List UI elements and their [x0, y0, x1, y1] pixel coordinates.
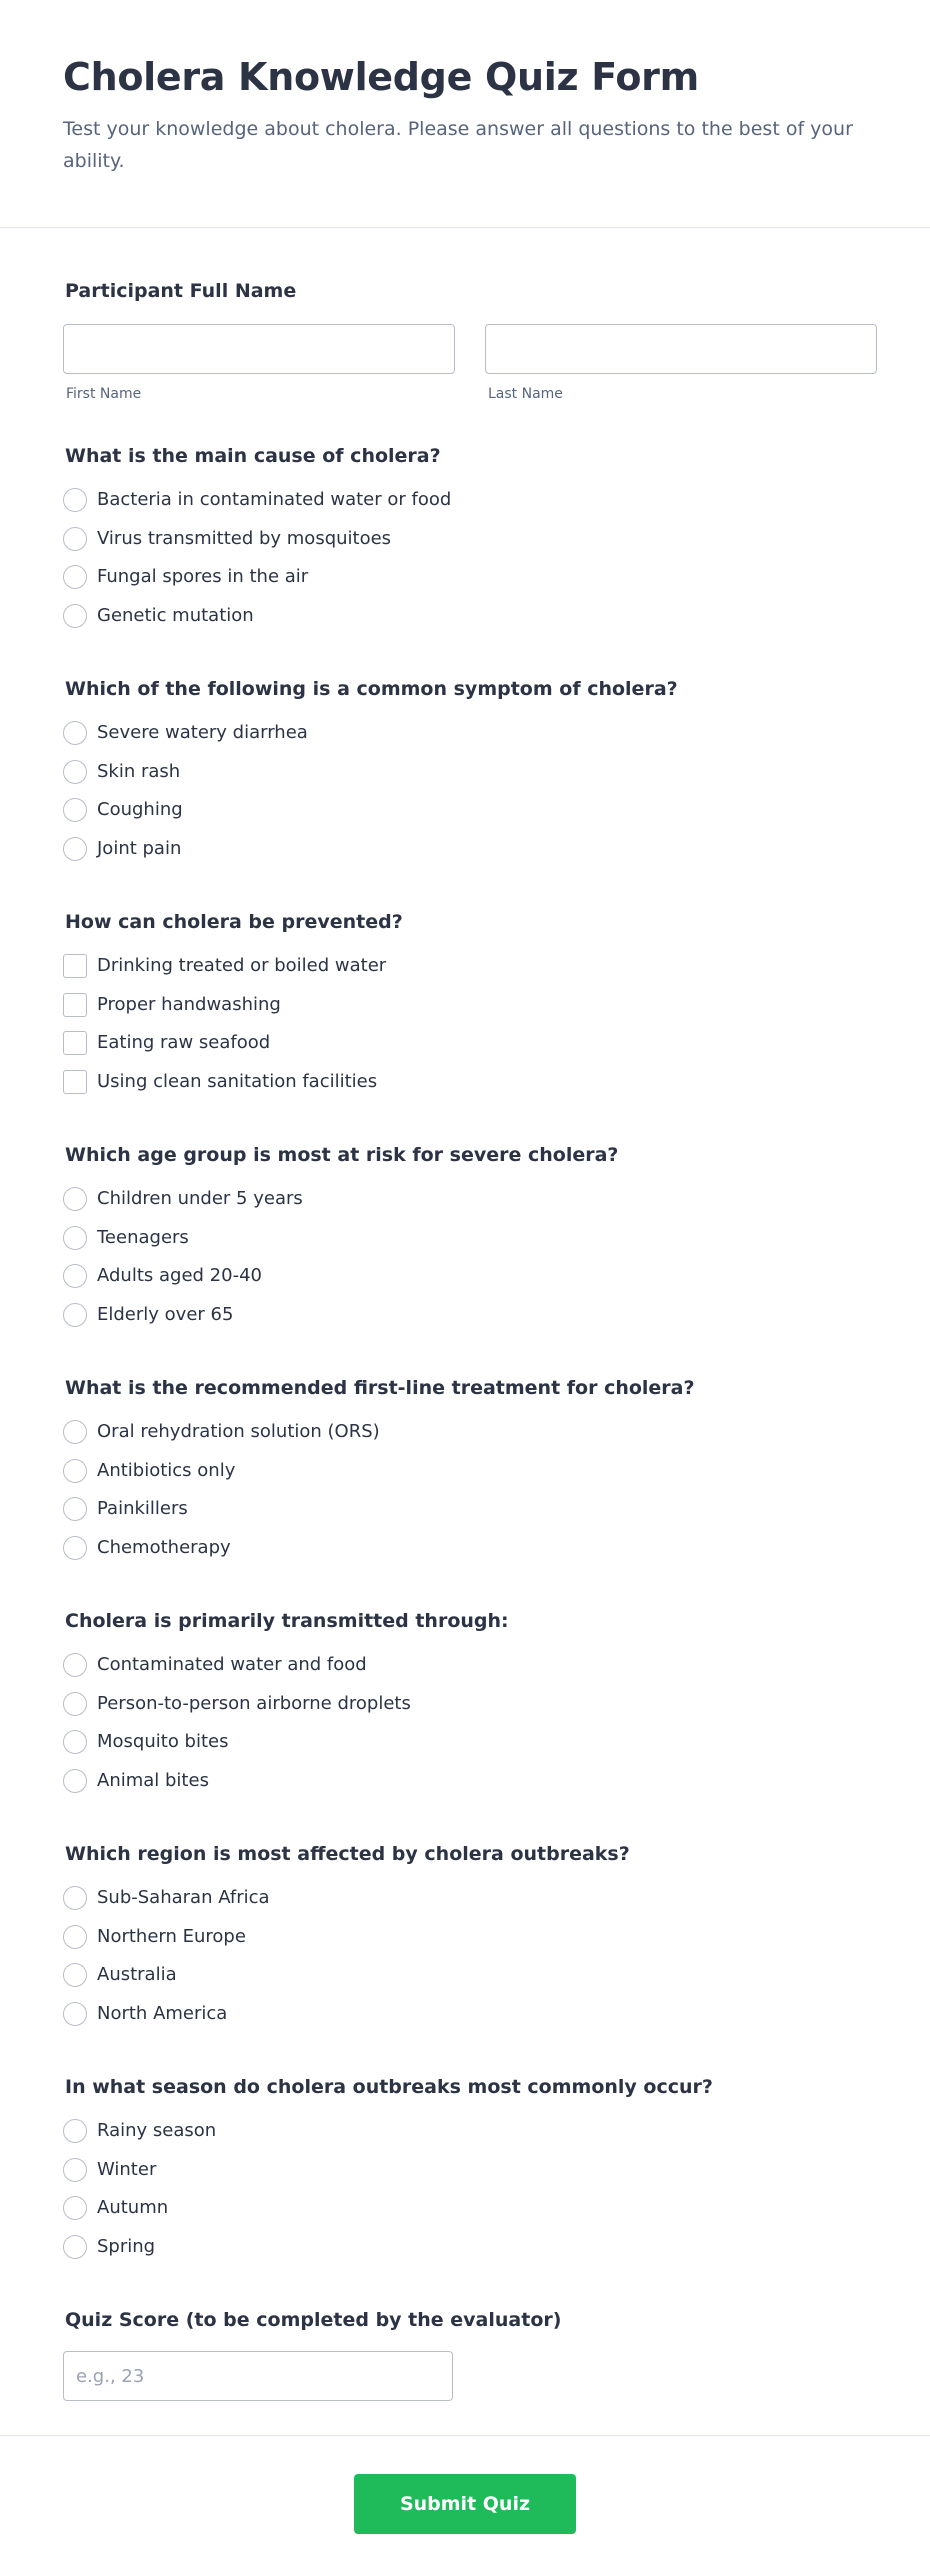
- option-label: Contaminated water and food: [97, 1654, 367, 1676]
- radio-option[interactable]: [63, 1995, 867, 2034]
- radio-input[interactable]: [63, 1536, 87, 1560]
- first-name-group: [63, 324, 455, 402]
- checkbox-input[interactable]: [63, 1031, 87, 1055]
- first-name-sublabel: First Name: [66, 386, 142, 402]
- option-label: Teenagers: [97, 1226, 189, 1248]
- question-label: What is the main cause of cholera?: [65, 445, 441, 467]
- radio-input[interactable]: [63, 565, 87, 589]
- quiz-score-input[interactable]: [63, 2351, 453, 2401]
- form-subtitle: Test your knowledge about cholera. Please answer all questions to the best of your ability.: [63, 118, 853, 172]
- last-name-sublabel: Last Name: [488, 386, 563, 402]
- radio-input[interactable]: [63, 2119, 87, 2143]
- option-label: Oral rehydration solution (ORS): [97, 1421, 380, 1443]
- radio-input[interactable]: [63, 721, 87, 745]
- checkbox-input[interactable]: [63, 993, 87, 1017]
- radio-input[interactable]: [63, 1303, 87, 1327]
- question-label: Cholera is primarily transmitted through:: [65, 1610, 509, 1632]
- question-label: In what season do cholera outbreaks most commonly occur?: [65, 2076, 713, 2098]
- radio-option[interactable]: [63, 2112, 867, 2151]
- radio-option[interactable]: [63, 1257, 867, 1296]
- question-label: Which of the following is a common symptom of cholera?: [65, 678, 678, 700]
- checkbox-option[interactable]: [63, 1063, 867, 1102]
- radio-option[interactable]: [63, 1529, 867, 1568]
- option-label: Bacteria in contaminated water or food: [97, 489, 452, 511]
- question-3: [63, 909, 867, 1142]
- option-label: Antibiotics only: [97, 1459, 236, 1481]
- option-label: Winter: [97, 2158, 157, 2180]
- question-8: [63, 2074, 867, 2307]
- radio-input[interactable]: [63, 1692, 87, 1716]
- radio-option[interactable]: [63, 2151, 867, 2190]
- radio-input[interactable]: [63, 1420, 87, 1444]
- option-label: Australia: [97, 1964, 177, 1986]
- option-label: Joint pain: [97, 837, 182, 859]
- radio-option[interactable]: [63, 1490, 867, 1529]
- radio-option[interactable]: [63, 1956, 867, 1995]
- radio-option[interactable]: [63, 1452, 867, 1491]
- radio-option[interactable]: [63, 1762, 867, 1801]
- radio-input[interactable]: [63, 798, 87, 822]
- option-label: Children under 5 years: [97, 1188, 303, 1210]
- full-name-section: [63, 278, 867, 443]
- option-label: Animal bites: [97, 1769, 209, 1791]
- radio-input[interactable]: [63, 2002, 87, 2026]
- question-5: [63, 1375, 867, 1608]
- radio-option[interactable]: [63, 1219, 867, 1258]
- radio-input[interactable]: [63, 2235, 87, 2259]
- radio-input[interactable]: [63, 1653, 87, 1677]
- radio-input[interactable]: [63, 1497, 87, 1521]
- option-label: Chemotherapy: [97, 1536, 231, 1558]
- radio-option[interactable]: [63, 481, 867, 520]
- radio-input[interactable]: [63, 1730, 87, 1754]
- last-name-input[interactable]: [485, 324, 877, 374]
- radio-option[interactable]: [63, 714, 867, 753]
- option-label: Genetic mutation: [97, 604, 254, 626]
- questions-container: [63, 443, 867, 2307]
- option-label: Using clean sanitation facilities: [97, 1070, 378, 1092]
- radio-option[interactable]: [63, 1879, 867, 1918]
- radio-input[interactable]: [63, 604, 87, 628]
- question-label: Which region is most affected by cholera outbreaks?: [65, 1843, 630, 1865]
- radio-option[interactable]: [63, 1723, 867, 1762]
- radio-option[interactable]: [63, 597, 867, 636]
- radio-input[interactable]: [63, 1226, 87, 1250]
- option-label: Proper handwashing: [97, 993, 281, 1015]
- question-1: [63, 443, 867, 676]
- radio-option[interactable]: [63, 1296, 867, 1335]
- radio-input[interactable]: [63, 1925, 87, 1949]
- radio-option[interactable]: [63, 791, 867, 830]
- checkbox-option[interactable]: [63, 947, 867, 986]
- radio-option[interactable]: [63, 830, 867, 869]
- radio-option[interactable]: [63, 1685, 867, 1724]
- checkbox-option[interactable]: [63, 986, 867, 1025]
- option-label: Virus transmitted by mosquitoes: [97, 527, 392, 549]
- option-label: Coughing: [97, 799, 183, 821]
- quiz-score-section: [63, 2307, 867, 2435]
- form-footer: [0, 2435, 930, 2534]
- option-label: Sub-Saharan Africa: [97, 1887, 270, 1909]
- question-label: Which age group is most at risk for severe cholera?: [65, 1144, 619, 1166]
- question-4: [63, 1142, 867, 1375]
- form-body: [0, 228, 930, 2435]
- option-label: Person-to-person airborne droplets: [97, 1692, 411, 1714]
- checkbox-input[interactable]: [63, 954, 87, 978]
- radio-input[interactable]: [63, 2158, 87, 2182]
- radio-input[interactable]: [63, 837, 87, 861]
- option-label: Autumn: [97, 2197, 169, 2219]
- option-label: Adults aged 20-40: [97, 1265, 262, 1287]
- question-label: How can cholera be prevented?: [65, 911, 403, 933]
- checkbox-input[interactable]: [63, 1070, 87, 1094]
- quiz-score-label: Quiz Score (to be completed by the evaluator): [65, 2309, 562, 2331]
- form-header: [0, 0, 930, 228]
- form-title: Cholera Knowledge Quiz Form: [63, 55, 699, 99]
- question-7: [63, 1841, 867, 2074]
- radio-option[interactable]: [63, 1646, 867, 1685]
- radio-input[interactable]: [63, 1886, 87, 1910]
- option-label: Painkillers: [97, 1498, 188, 1520]
- option-label: Drinking treated or boiled water: [97, 955, 387, 977]
- last-name-group: [485, 324, 877, 402]
- option-label: Fungal spores in the air: [97, 566, 309, 588]
- question-2: [63, 676, 867, 909]
- option-label: Rainy season: [97, 2120, 217, 2142]
- first-name-input[interactable]: [63, 324, 455, 374]
- option-label: Northern Europe: [97, 1925, 246, 1947]
- radio-option[interactable]: [63, 558, 867, 597]
- radio-input[interactable]: [63, 1187, 87, 1211]
- radio-input[interactable]: [63, 2196, 87, 2220]
- name-row: [63, 324, 867, 402]
- radio-option[interactable]: [63, 1180, 867, 1219]
- radio-input[interactable]: [63, 527, 87, 551]
- radio-input[interactable]: [63, 488, 87, 512]
- submit-quiz-button[interactable]: Submit Quiz: [354, 2474, 576, 2534]
- option-label: Mosquito bites: [97, 1731, 229, 1753]
- radio-input[interactable]: [63, 760, 87, 784]
- option-label: Spring: [97, 2235, 156, 2257]
- radio-input[interactable]: [63, 1459, 87, 1483]
- checkbox-option[interactable]: [63, 1024, 867, 1063]
- radio-input[interactable]: [63, 1769, 87, 1793]
- question-label: What is the recommended first-line treatment for cholera?: [65, 1377, 695, 1399]
- full-name-label: Participant Full Name: [65, 280, 297, 302]
- radio-option[interactable]: [63, 2189, 867, 2228]
- question-6: [63, 1608, 867, 1841]
- radio-option[interactable]: [63, 2228, 867, 2267]
- option-label: Severe watery diarrhea: [97, 722, 308, 744]
- option-label: North America: [97, 2002, 228, 2024]
- radio-option[interactable]: [63, 1413, 867, 1452]
- option-label: Skin rash: [97, 760, 181, 782]
- radio-input[interactable]: [63, 1264, 87, 1288]
- radio-option[interactable]: [63, 1918, 867, 1957]
- radio-option[interactable]: [63, 520, 867, 559]
- radio-input[interactable]: [63, 1963, 87, 1987]
- radio-option[interactable]: [63, 753, 867, 792]
- option-label: Eating raw seafood: [97, 1032, 271, 1054]
- option-label: Elderly over 65: [97, 1303, 234, 1325]
